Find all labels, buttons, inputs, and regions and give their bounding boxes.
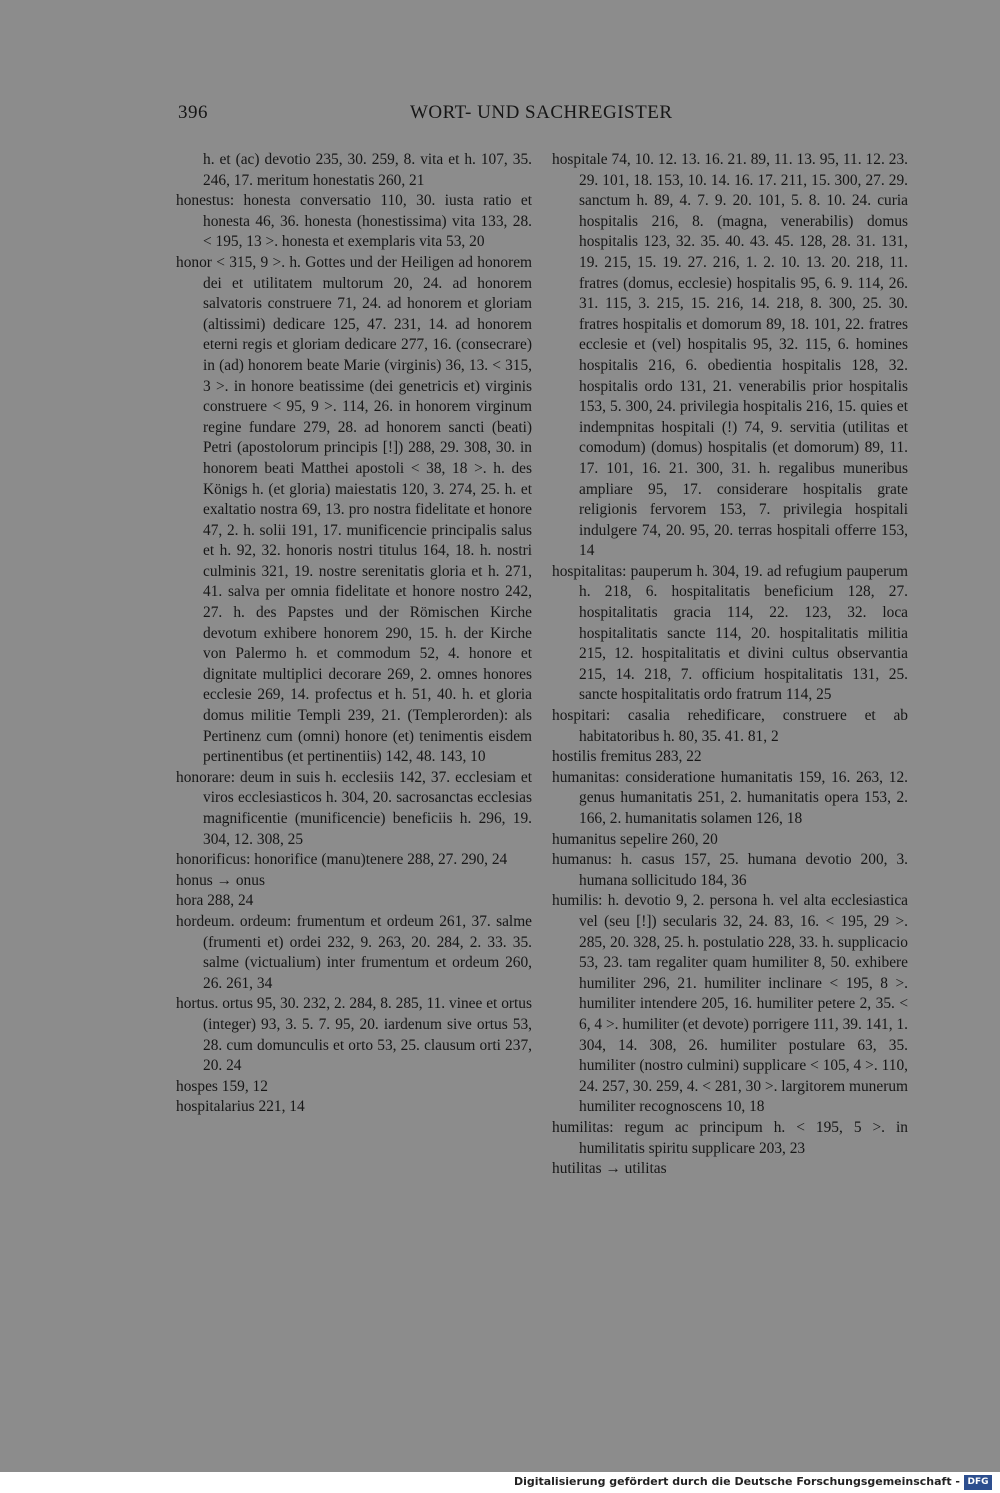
index-entry: hospitalitas: pauperum h. 304, 19. ad refugium pauperum h. 218, 6. hospitalitatis beneficium 128, 27. hospitalitatis gracia 114, 22. 123, 32. loca hospitalitatis sancte 114, 20. hospitalitatis militia 215, 12. hospitalitatis et divini cultus observantia 215, 14. 218, 7. officium hospitalitatis 131, 25. sancte hospitalitatis ordo fratrum 114, 25	[552, 562, 908, 704]
index-entry: humanus: h. casus 157, 25. humana devotio 200, 3. humana sollicitudo 184, 36	[552, 851, 908, 889]
index-entry: hordeum. ordeum: frumentum et ordeum 261, 37. salme (frumenti et) ordei 232, 9. 263, 20. 284, 2. 33. 35. salme (victualium) inter frumentum et ordeum 260, 26. 261, 34	[176, 912, 532, 992]
index-entry: humanitas: consideratione humanitatis 159, 16. 263, 12. genus humanitatis 251, 2. humanitatis opera 153, 2. 166, 2. humanitatis solamen 126, 18	[552, 768, 908, 827]
index-entry: hospes 159, 12	[176, 1077, 268, 1095]
index-entry: honorificus: honorifice (manu)tenere 288, 27. 290, 24	[176, 851, 508, 869]
funding-note: Digitalisierung gefördert durch die Deutsche Forschungsgemeinschaft -	[513, 1475, 960, 1488]
index-entry: honus → onus	[176, 871, 265, 889]
index-entry: h. et (ac) devotio 235, 30. 259, 8. vita et h. 107, 35. 246, 17. meritum honestatis 260, 21	[203, 151, 532, 189]
page-number: 396	[178, 102, 208, 123]
index-entry: humilitas: regum ac principum h. < 195, 5 >. in humilitatis spiritu supplicare 203, 23	[552, 1118, 908, 1157]
index-entry: hospitalarius 221, 14	[176, 1098, 305, 1116]
index-entry: honorare: deum in suis h. ecclesiis 142, 37. ecclesiam et viros ecclesiasticos h. 304, 20. sacrosanctas ecclesias magnificentie (munificencie) beneficiis h. 296, 19. 304, 12. 308, 25	[176, 768, 532, 848]
index-entry: honor < 315, 9 >. h. Gottes und der Heiligen ad honorem dei et utilitatem multorum 20, 24. ad honorem salvatoris construere 71, 24. ad honorem et gloriam (altissimi) dedicare 125, 47. 231, 14. ad honorem eterni regis et gloriam dedicare 277, 16. (consecrare) in (ad) honorem beate Marie (virginis) 36, 13. < 315, 3 >. in honore beatissime (dei genetricis et) virginis construere < 95, 9 >. 114, 26. in honorem virginum regine fundare 279, 28. ad honorem sancti (beati) Petri (apostolorum principis [!]) 288, 29. 308, 30. in honorem beati Matthei apostoli < 38, 18 >. h. des Königs h. (et gloria) maiestatis 120, 3. 274, 25. h. et exaltatio nostra 69, 13. pro nostra fidelitate et honore 47, 2. h. solii 191, 17. munificencie principalis salus et h. 92, 32. honoris nostri titulus 164, 18. h. nostri culminis 321, 19. nostre serenitatis gloria et h. 271, 41. salva per omnia fidelitate et honore nostro 242, 27. h. des Papstes und der Römischen Kirche devotum exhibere honorem 290, 15. h. der Kirche von Palermo h. et commodum 52, 4. honore et dignitate multiplici decorare 269, 2. omnes honores ecclesie 269, 14. profectus et h. 51, 40. h. et gloria domus militie Templi 239, 21. (Templerorden): als Pertinenz cum (omni) honore (et) tenimentis eisdem pertinentibus (et pertinentiis) 142, 48. 143, 10	[176, 253, 532, 766]
running-title: WORT- UND SACHREGISTER	[410, 102, 673, 123]
right-column	[552, 150, 908, 1180]
index-entry: humilis: h. devotio 9, 2. persona h. vel alta ecclesiastica vel (seu [!]) secularis 32, 24. 83, 16. < 195, 29 >. 285, 20. 328, 25. h. postulatio 228, 33. h. supplicacio 53, 23. tam regaliter quam humiliter 8, 50. exhibere humiliter 296, 21. humiliter inclinare < 195, 8 >. humiliter intendere 205, 16. humiliter petere 2, 35. < 6, 4 >. humiliter (et devote) porrigere 111, 39. 141, 1. 304, 14. 308, 26. humiliter postulare 63, 35. humiliter (nostro culmini) supplicare < 105, 4 >. 110, 24. 257, 30. 259, 4. < 281, 30 >. largitorem munerum humiliter recognoscens 10, 18	[552, 892, 908, 1116]
index-entry: hutilitas → utilitas	[552, 1160, 667, 1178]
index-entry: hora 288, 24	[176, 892, 254, 910]
index-entry: hospitale 74, 10. 12. 13. 16. 21. 89, 11. 13. 95, 11. 12. 23. 29. 101, 18. 153, 10. 14. 16. 17. 211, 15. 300, 27. 29. sanctum h. 89, 4. 7. 9. 20. 101, 5. 8. 10. 24. curia hospitalis 216, 8. (magna, venerabilis) domus hospitalis 123, 32. 35. 40. 43. 45. 128, 28. 31. 131, 19. 215, 15. 19. 27. 216, 1. 2. 10. 13. 20. 218, 11. fratres (domus, ecclesie) hospitalis 95, 6. 9. 114, 26. 31. 115, 3. 215, 15. 216, 14. 218, 8. 300, 25. 30. fratres hospitalis et domorum 89, 18. 101, 22. fratres ecclesie et (vel) hospitalis 95, 32. 115, 6. homines hospitalis 216, 6. obedientia hospitalis 128, 32. hospitalis ordo 131, 21. venerabilis prior hospitalis 153, 5. 300, 24. privilegia hospitalis 216, 15. quies et indempnitas hospitali (!) 74, 9. servitia (utilitas et comodum) (domus) hospitalis (et domorum) 89, 11. 17. 101, 16. 21. 300, 31. h. regalibus muneribus ampliare 95, 17. considerare hospitalis grate religionis fervorem 153, 7. privilegia hospitali indulgere 74, 20. 95, 20. terras hospitali offerre 153, 14	[552, 151, 908, 560]
index-entry: humanitus sepelire 260, 20	[552, 830, 718, 848]
dfg-logo: DFG	[964, 1475, 992, 1490]
left-column	[176, 150, 532, 1118]
index-entry: hospitari: casalia rehedificare, construere et ab habitatoribus h. 80, 35. 41. 81, 2	[552, 707, 908, 745]
index-entry: honestus: honesta conversatio 110, 30. iusta ratio et honesta 46, 36. honesta (honestissima) vita 133, 28. < 195, 13 >. honesta et exemplaris vita 53, 20	[176, 192, 532, 251]
index-entry: hortus. ortus 95, 30. 232, 2. 284, 8. 285, 11. vinee et ortus (integer) 93, 3. 5. 7. 95, 20. iardenum sive ortus 53, 28. cum domunculis et orto 53, 25. clausum orti 237, 20. 24	[176, 995, 532, 1075]
funding-footer	[0, 1472, 1000, 1493]
index-entry: hostilis fremitus 283, 22	[552, 748, 702, 766]
